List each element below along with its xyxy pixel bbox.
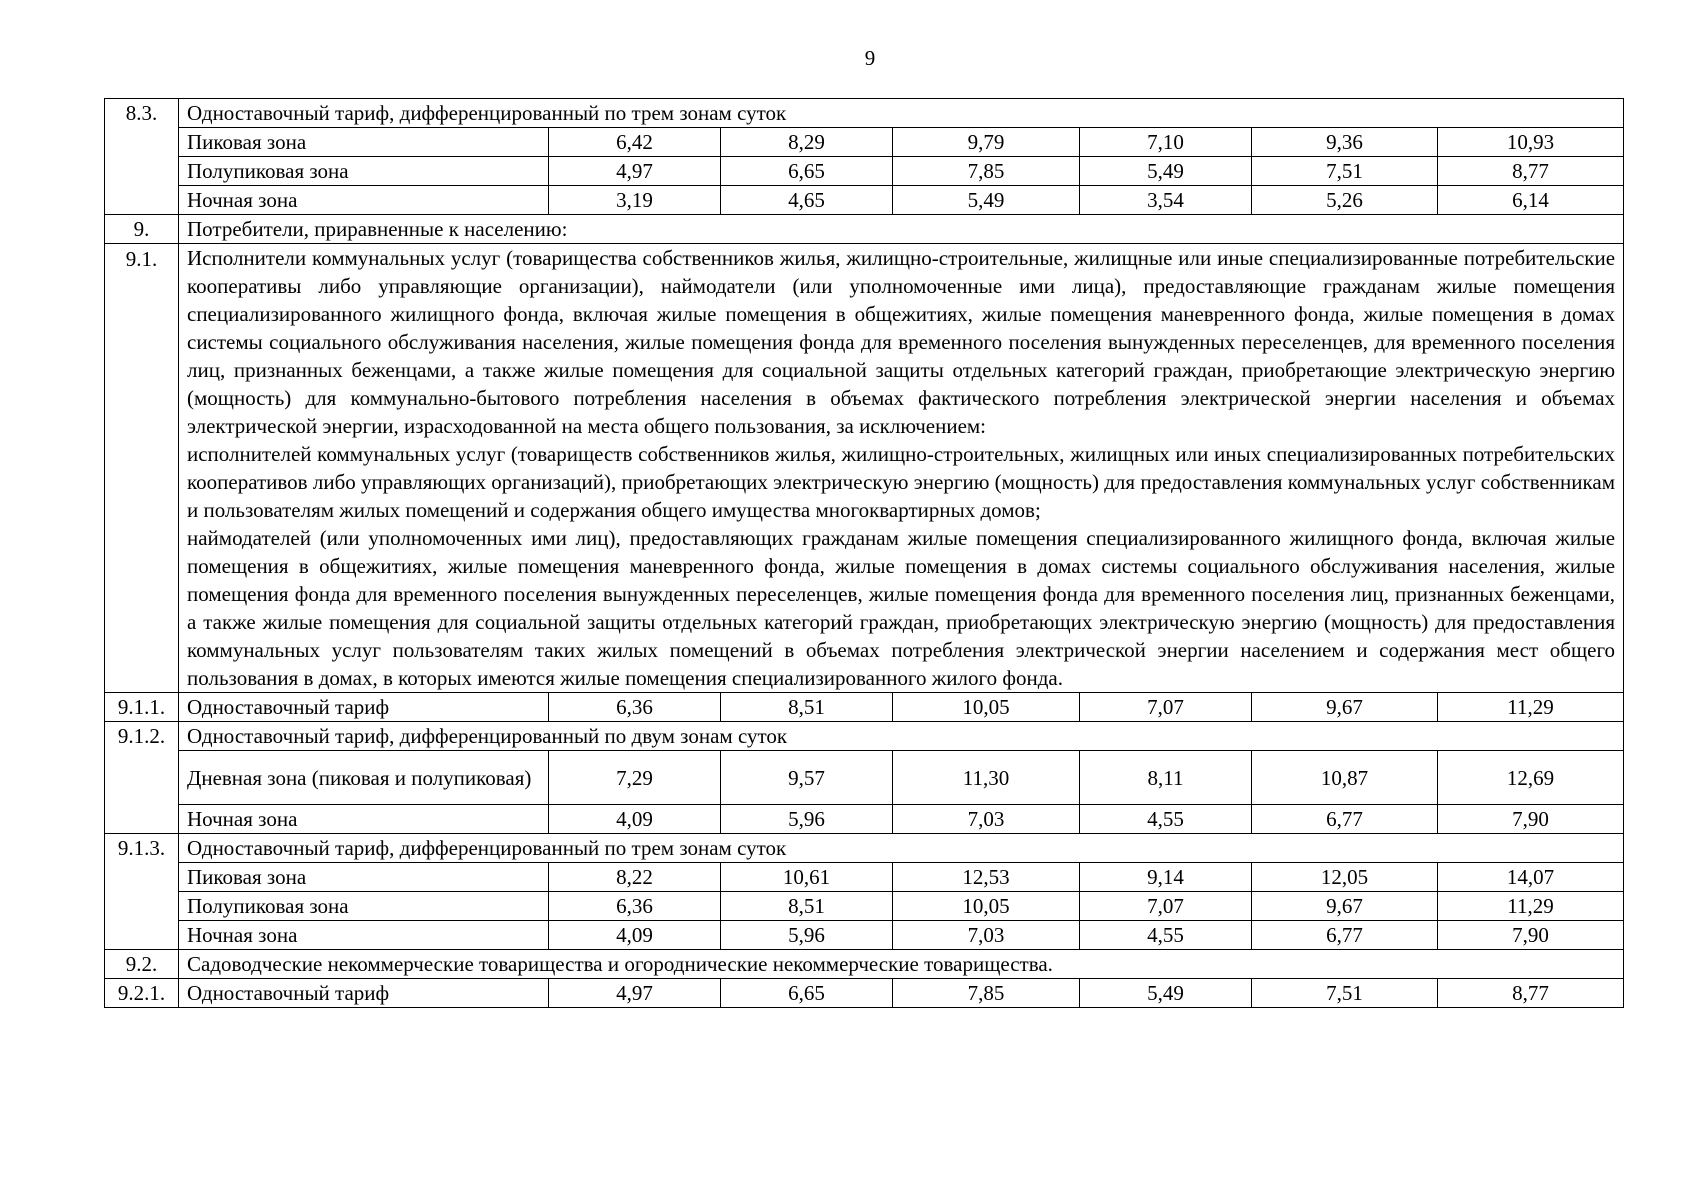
tariff-value: 7,10 [1080, 128, 1252, 157]
tariff-value: 9,57 [721, 751, 893, 805]
row-number: 9.2.1. [105, 979, 179, 1008]
page-number: 9 [864, 46, 876, 70]
section-description [179, 244, 1624, 693]
row-label: Полупиковая зона [179, 892, 549, 921]
row-number: 9. [105, 215, 179, 244]
row-label: Пиковая зона [179, 128, 549, 157]
tariff-value: 3,54 [1080, 186, 1252, 215]
tariff-value: 9,67 [1252, 693, 1438, 722]
row-number: 9.1.2. [105, 722, 179, 751]
tariff-value: 9,67 [1252, 892, 1438, 921]
row-label: Ночная зона [179, 921, 549, 950]
table-row [105, 99, 1624, 128]
tariff-value: 11,29 [1438, 693, 1624, 722]
tariff-value: 6,42 [549, 128, 721, 157]
table-row [105, 892, 1624, 921]
row-label: Одноставочный тариф [179, 693, 549, 722]
tariff-value: 7,03 [893, 805, 1080, 834]
row-number-empty [105, 805, 179, 834]
tariff-value: 4,97 [549, 157, 721, 186]
row-label: Ночная зона [179, 186, 549, 215]
tariff-value: 8,29 [721, 128, 893, 157]
table-row [105, 157, 1624, 186]
tariff-value: 6,36 [549, 693, 721, 722]
row-number-empty [105, 892, 179, 921]
tariff-value: 11,29 [1438, 892, 1624, 921]
tariff-value: 10,87 [1252, 751, 1438, 805]
tariff-value: 6,36 [549, 892, 721, 921]
tariff-value: 5,96 [721, 921, 893, 950]
row-number-empty [105, 157, 179, 186]
tariff-value: 4,65 [721, 186, 893, 215]
tariff-value: 7,51 [1252, 979, 1438, 1008]
row-number: 9.1. [105, 244, 179, 693]
tariff-value: 4,55 [1080, 805, 1252, 834]
tariff-value: 7,85 [893, 157, 1080, 186]
tariff-value: 10,05 [893, 693, 1080, 722]
tariff-value: 5,49 [893, 186, 1080, 215]
tariff-value: 9,14 [1080, 863, 1252, 892]
tariff-value: 7,85 [893, 979, 1080, 1008]
tariff-value: 6,77 [1252, 921, 1438, 950]
description-paragraph: наймодателей (или уполномоченных ими лиц), предоставляющих гражданам жилые помещения специализированного жилищного фонда, включая жилые помещения в общежитиях, жилые помещения маневренного фонда, жилые помещения в домах системы социального обслуживания населения, жилые помещения фонда для временного поселения вынужденных переселенцев, жилые помещения фонда для временного поселения лиц, признанных беженцами, а также жилые помещения для социальной защиты отдельных категорий граждан, приобретающих электрическую энергию (мощность) для предоставления коммунальных услуг пользователям таких жилых помещений в объемах потребления электрической энергии населением и содержания мест общего пользования в домах, в которых имеются жилые помещения специализированного жилого фонда. [187, 526, 1616, 690]
tariff-value: 8,77 [1438, 979, 1624, 1008]
tariff-value: 5,96 [721, 805, 893, 834]
description-paragraph: Исполнители коммунальных услуг (товарищества собственников жилья, жилищно-строительные, жилищные или иные специализированные потребительские кооперативы либо управляющие организации), наймодатели (или уполномоченные ими лица), предоставляющие гражданам жилые помещения специализированного жилищного фонда, включая жилые помещения в общежитиях, жилые помещения маневренного фонда, жилые помещения в домах системы социального обслуживания населения, жилые помещения фонда для временного поселения вынужденных переселенцев, для временного поселения лиц, признанных беженцами, а также жилые помещения для социальной защиты отдельных категорий граждан, приобретающие электрическую энергию (мощность) для коммунально-бытового потребления населения в объемах фактического потребления электрической энергии населения и объемах электрической энергии, израсходованной на места общего пользования, за исключением: [187, 246, 1616, 438]
tariff-value: 8,22 [549, 863, 721, 892]
tariff-value: 6,14 [1438, 186, 1624, 215]
tariff-value: 5,26 [1252, 186, 1438, 215]
row-number: 9.1.3. [105, 834, 179, 863]
row-label: Полупиковая зона [179, 157, 549, 186]
row-number: 8.3. [105, 99, 179, 128]
tariff-value: 11,30 [893, 751, 1080, 805]
tariff-value: 4,55 [1080, 921, 1252, 950]
table-row [105, 128, 1624, 157]
row-number-empty [105, 128, 179, 157]
tariff-value: 10,05 [893, 892, 1080, 921]
row-label: Пиковая зона [179, 863, 549, 892]
table-row [105, 215, 1624, 244]
section-label: Потребители, приравненные к населению: [179, 215, 1624, 244]
description-paragraph: исполнителей коммунальных услуг (товариществ собственников жилья, жилищно-строительных, жилищных или иных специализированных потребительских кооперативов либо управляющих организаций), приобретающих электрическую энергию (мощность) для предоставления коммунальных услуг собственникам и пользователям жилых помещений и содержания общего имущества многоквартирных домов; [187, 442, 1616, 522]
tariff-value: 14,07 [1438, 863, 1624, 892]
tariff-value: 7,51 [1252, 157, 1438, 186]
tariff-value: 12,69 [1438, 751, 1624, 805]
section-label: Одноставочный тариф, дифференцированный по трем зонам суток [179, 99, 1624, 128]
tariff-value: 7,03 [893, 921, 1080, 950]
tariff-value: 6,65 [721, 979, 893, 1008]
tariff-value: 7,07 [1080, 892, 1252, 921]
tariff-value: 6,77 [1252, 805, 1438, 834]
table-row [105, 863, 1624, 892]
tariff-table-body [105, 99, 1624, 1008]
table-row [105, 186, 1624, 215]
tariff-value: 4,09 [549, 805, 721, 834]
row-number-empty [105, 751, 179, 805]
tariff-value: 12,53 [893, 863, 1080, 892]
table-row [105, 950, 1624, 979]
table-row [105, 693, 1624, 722]
table-row [105, 805, 1624, 834]
table-row [105, 921, 1624, 950]
row-number: 9.1.1. [105, 693, 179, 722]
tariff-value: 7,07 [1080, 693, 1252, 722]
table-row [105, 834, 1624, 863]
tariff-value: 8,77 [1438, 157, 1624, 186]
tariff-value: 9,36 [1252, 128, 1438, 157]
row-number-empty [105, 863, 179, 892]
row-label: Дневная зона (пиковая и полупиковая) [179, 751, 549, 805]
row-number-empty [105, 186, 179, 215]
tariff-value: 10,61 [721, 863, 893, 892]
section-label: Одноставочный тариф, дифференцированный по двум зонам суток [179, 722, 1624, 751]
tariff-value: 12,05 [1252, 863, 1438, 892]
section-label: Садоводческие некоммерческие товарищества и огороднические некоммерческие товарищества. [179, 950, 1624, 979]
tariff-value: 7,90 [1438, 921, 1624, 950]
tariff-value: 8,11 [1080, 751, 1252, 805]
tariff-value: 5,49 [1080, 979, 1252, 1008]
table-row [105, 722, 1624, 751]
tariff-value: 5,49 [1080, 157, 1252, 186]
table-row [105, 751, 1624, 805]
row-number: 9.2. [105, 950, 179, 979]
tariff-value: 7,29 [549, 751, 721, 805]
table-row [105, 979, 1624, 1008]
tariff-value: 8,51 [721, 693, 893, 722]
tariff-value: 4,09 [549, 921, 721, 950]
tariff-value: 3,19 [549, 186, 721, 215]
tariff-value: 10,93 [1438, 128, 1624, 157]
table-row [105, 244, 1624, 693]
tariff-value: 9,79 [893, 128, 1080, 157]
row-number-empty [105, 921, 179, 950]
tariff-value: 7,90 [1438, 805, 1624, 834]
tariff-value: 4,97 [549, 979, 721, 1008]
tariff-table [104, 98, 1624, 1008]
row-label: Одноставочный тариф [179, 979, 549, 1008]
tariff-value: 8,51 [721, 892, 893, 921]
section-label: Одноставочный тариф, дифференцированный по трем зонам суток [179, 834, 1624, 863]
tariff-value: 6,65 [721, 157, 893, 186]
row-label: Ночная зона [179, 805, 549, 834]
